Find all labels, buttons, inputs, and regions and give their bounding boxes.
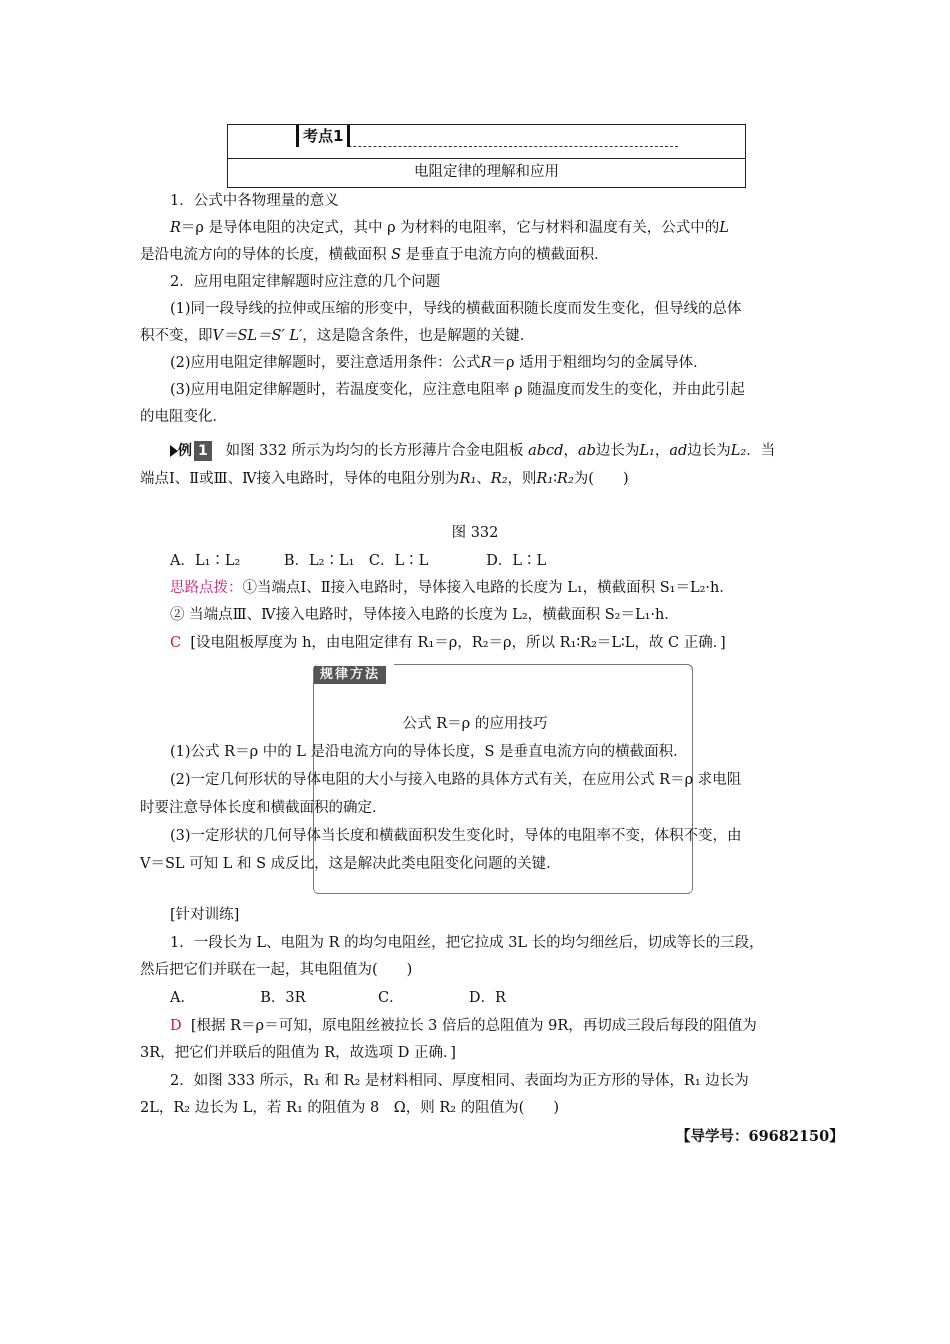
section-1-heading: 1．公式中各物理量的意义 xyxy=(170,193,339,209)
training-q2-line2: 2L，R₂ 边长为 L，若 R₁ 的阻值为 8 Ω，则 R₂ 的阻值为( ) xyxy=(140,1100,559,1116)
section-1-text-line2: 是沿电流方向的导体的长度，横截面积 S 是垂直于电流方向的横截面积． xyxy=(140,247,609,263)
item-1-line1: (1)同一段导线的拉伸或压缩的形变中，导线的横截面积随长度而发生变化，但导线的总体 xyxy=(170,301,742,317)
answer-2-line2: 3R，把它们并联后的阻值为 R，故选项 D 正确．] xyxy=(140,1045,456,1061)
topic-label: 考点1 xyxy=(296,125,350,147)
training-heading: [针对训练] xyxy=(170,907,240,923)
topic-dashed-rule xyxy=(298,146,678,147)
item-1-line2: 积不变，即V＝SL＝S′ L′，这是隐含条件，也是解题的关键． xyxy=(140,328,535,344)
answer-2-line1: D [根据 R＝ρ＝可知，原电阻丝被拉长 3 倍后的总阻值为 9R，再切成三段后每段的阻值为 xyxy=(170,1018,757,1034)
hint-label: 思路点拨： xyxy=(170,580,243,596)
answer-1-line: C [设电阻板厚度为 h，由电阻定律有 R₁＝ρ，R₂＝ρ，所以 R₁∶R₂＝L∶L，故 C 正确．] xyxy=(170,635,726,651)
figure-caption-332: 图 332 xyxy=(451,525,499,541)
item-2-line: (2)应用电阻定律解题时，要注意适用条件：公式R＝ρ 适用于粗细均匀的金属导体． xyxy=(170,355,708,371)
answer-2-letter: D xyxy=(170,1018,182,1034)
triangle-icon xyxy=(170,445,178,457)
example-1-line2: 端点Ⅰ、Ⅱ或Ⅲ、Ⅳ接入电路时，导体的电阻分别为R₁、R₂，则R₁∶R₂为( ) xyxy=(140,471,629,487)
answer-1-letter: C xyxy=(170,635,182,651)
hint-line1: 思路点拨：①当端点Ⅰ、Ⅱ接入电路时，导体接入电路的长度为 L₁，横截面积 S₁＝L₂·h． xyxy=(170,580,734,596)
training-q1-line1: 1．一段长为 L、电阻为 R 的均匀电阻丝，把它拉成 3L 长的均匀细丝后，切成等长的三段， xyxy=(170,935,764,951)
topic-header-box xyxy=(227,124,746,188)
training-q2-line1: 2．如图 333 所示，R₁ 和 R₂ 是材料相同、厚度相同、表面均为正方形的导体，R₁ 边长为 xyxy=(170,1073,749,1089)
item-3-line1: (3)应用电阻定律解题时，若温度变化，应注意电阻率 ρ 随温度而发生的变化，并由此引起 xyxy=(170,382,745,398)
example-tag: 例 1 xyxy=(170,441,212,461)
method-point-3-line2: V＝SL 可知 L 和 S 成反比，这是解决此类电阻变化问题的关键． xyxy=(140,856,561,872)
topic-divider xyxy=(228,158,745,159)
method-point-2-line1: (2)一定几何形状的导体电阻的大小与接入电路的具体方式有关，在应用公式 R＝ρ 求电阻 xyxy=(170,772,742,788)
guide-number: 【导学号：69682150】 xyxy=(676,1128,844,1145)
method-point-2-line2: 时要注意导体长度和横截面积的确定． xyxy=(140,800,387,816)
method-point-3-line1: (3)一定形状的几何导体当长度和横截面积发生变化时，导体的电阻率不变，体积不变，由 xyxy=(170,828,742,844)
item-3-line2: 的电阻变化． xyxy=(140,409,227,425)
training-q1-options: A． B．3R C． D．R xyxy=(170,990,506,1006)
method-tag: 规律方法 xyxy=(314,666,386,684)
hint-line2: ② 当端点Ⅲ、Ⅳ接入电路时，导体接入电路的长度为 L₂，横截面积 S₂＝L₁·h． xyxy=(170,607,679,623)
example-1-options: A．L₁∶L₂ B．L₂∶L₁ C．L∶L D．L∶L xyxy=(170,553,547,569)
section-1-text-line1: R＝ρ 是导体电阻的决定式，其中 ρ 为材料的电阻率，它与材料和温度有关，公式中的L xyxy=(170,220,729,236)
example-1-line1: 例 1 如图 332 所示为均匀的长方形薄片合金电阻板 abcd，ab边长为L₁，ad边长为L₂．当 xyxy=(170,441,775,461)
training-q1-line2: 然后把它们并联在一起，其电阻值为( ) xyxy=(140,962,413,978)
section-2-heading: 2．应用电阻定律解题时应注意的几个问题 xyxy=(170,274,441,290)
topic-title: 电阻定律的理解和应用 xyxy=(414,164,559,180)
method-title: 公式 R＝ρ 的应用技巧 xyxy=(402,716,548,732)
method-point-1: (1)公式 R＝ρ 中的 L 是沿电流方向的导体长度，S 是垂直电流方向的横截面积． xyxy=(170,744,688,760)
